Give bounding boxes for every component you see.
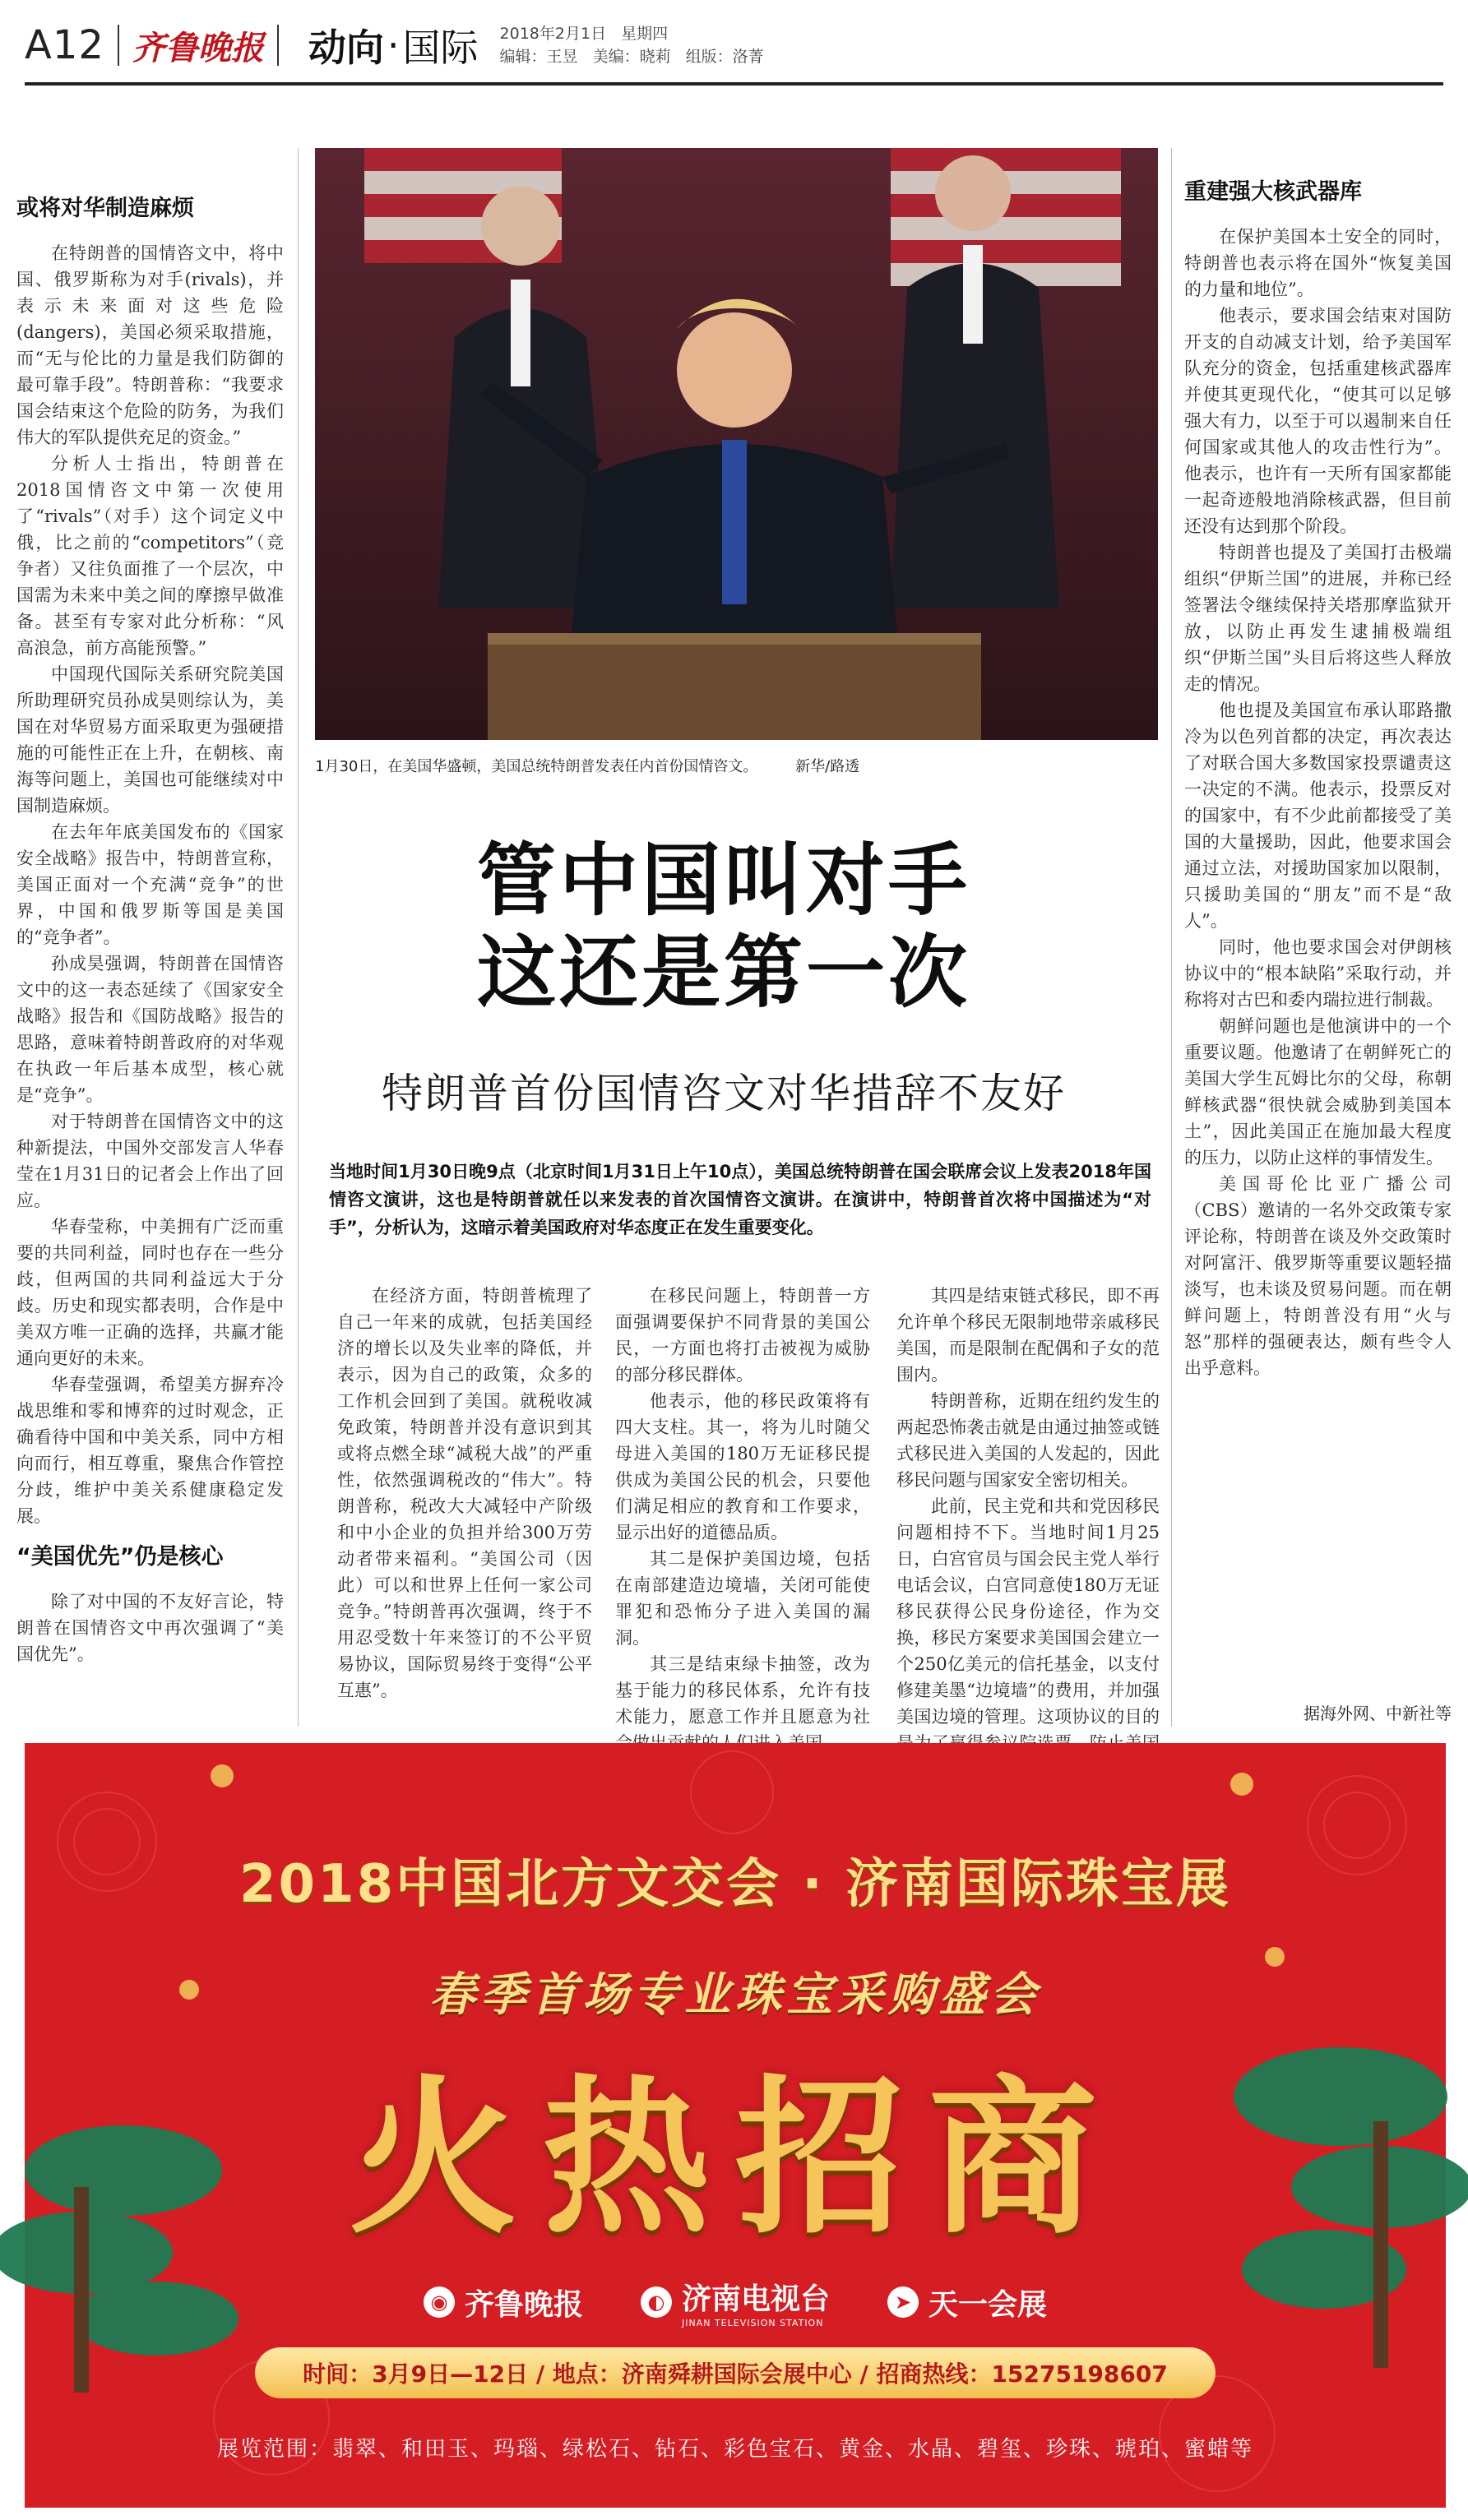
ad-sponsor-logos <box>25 2276 1446 2328</box>
photo-credit: 新华/路透 <box>795 758 860 775</box>
right-column <box>1184 164 1452 1718</box>
sponsor-logo-jntv: ◐ 济南电视台 JINAN TELEVISION STATION <box>641 2276 830 2328</box>
jntv-logo-icon: ◐ <box>641 2286 672 2318</box>
qilu-logo-icon: ◉ <box>424 2286 455 2318</box>
paragraph: 中国现代国际关系研究院美国所助理研究员孙成昊则综认为，美国在对华贸易方面采取更为强硬措施的可能性正在上升，在朝核、南海等问题上，美国也可能继续对中国制造麻烦。 <box>16 664 284 816</box>
right-heading: 重建强大核武器库 <box>1184 179 1362 205</box>
tianyi-logo-icon: ➤ <box>887 2286 919 2318</box>
issue-weekday: 星期四 <box>621 25 669 43</box>
page-number: A12 <box>25 22 104 68</box>
article-source: 据海外网、中新社等 <box>1304 1704 1452 1723</box>
paragraph: 同时，他也要求国会对伊朗核协议中的“根本缺陷”采取行动，并称将对古巴和委内瑞拉进行制裁。 <box>1184 937 1452 1010</box>
left-heading-2: “美国优先”仍是核心 <box>16 1544 224 1570</box>
advertisement <box>25 1743 1446 2508</box>
paragraph: 其四是结束链式移民，即不再允许单个移民无限制地带亲戚移民美国，而是限制在配偶和子女的范围内。 <box>896 1286 1160 1385</box>
paragraph: 在特朗普的国情咨文中，将中国、俄罗斯称为对手(rivals)，并表示未来面对这些危险(dangers)，美国必须采取措施，而“无与伦比的力量是我们防御的最可靠手段”。特朗普称：“我要求国会结束这个危险的防务，为我们伟大的军队提供充足的资金。” <box>16 243 284 447</box>
paragraph: 美国哥伦比亚广播公司（CBS）邀请的一名外交政策专家评论称，特朗普在谈及外交政策时对阿富汗、俄罗斯等重要议题轻描淡写，也未谈及贸易问题。而在朝鲜问题上，特朗普没有用“火与怒”那样的强硬表达，颇有些令人出乎意料。 <box>1184 1174 1452 1378</box>
body-column-1 <box>337 1283 592 1727</box>
paragraph: 对于特朗普在国情咨文中的这种新提法，中国外交部发言人华春莹在1月31日的记者会上作出了回应。 <box>16 1112 284 1210</box>
paragraph: 在移民问题上，特朗普一方面强调要保护不同背景的美国公民，一方面也将打击被视为威胁的部分移民群体。 <box>615 1286 870 1385</box>
paragraph: 分析人士指出，特朗普在2018国情咨文中第一次使用了“rivals”（对手）这个词定义中俄，比之前的“competitors”（竞争者）又往负面推了一个层次，中国需为未来中美之间的摩擦早做准备。甚至有专家对此分析称：“风高浪急，前方高能预警。” <box>16 454 284 658</box>
caption-text: 1月30日，在美国华盛顿，美国总统特朗普发表任内首份国情咨文。 <box>315 758 758 775</box>
section-dot: · <box>387 23 400 67</box>
headline <box>329 835 1118 1019</box>
ad-subtitle: 春季首场专业珠宝采购盛会 <box>429 1968 1041 2022</box>
ad-exhibit-range: 展览范围：翡翠、和田玉、玛瑙、绿松石、钻石、彩色宝石、黄金、水晶、碧玺、珍珠、琥珀、蜜蜡等 <box>216 2437 1253 2462</box>
paragraph: 在去年年底美国发布的《国家安全战略》报告中，特朗普宣称，美国正面对一个充满“竞争”的世界，中国和俄罗斯等国是美国的“竞争者”。 <box>16 822 284 947</box>
header-rule <box>25 82 1443 86</box>
news-photo <box>315 148 1158 740</box>
body-column-3 <box>896 1283 1160 1727</box>
column-rule <box>1171 148 1172 1727</box>
column-rule <box>298 148 299 1727</box>
layout-credit: 组版：洛菁 <box>685 48 764 66</box>
paragraph: 朝鲜问题也是他演讲中的一个重要议题。他邀请了在朝鲜死亡的美国大学生瓦姆比尔的父母，称朝鲜核武器“很快就会威胁到美国本土”，因此美国正在施加最大程度的压力，以防止这样的事情发生。 <box>1184 1016 1452 1168</box>
ad-title: 2018中国北方文交会 · 济南国际珠宝展 <box>239 1854 1231 1915</box>
sponsor-logo-tianyi: ➤ 天一会展 <box>887 2282 1047 2323</box>
paragraph: 华春莹强调，希望美方摒弃冷战思维和零和博弈的过时观念，正确看待中国和中美关系，同中方相向而行，相互尊重，聚焦合作管控分歧，维护中美关系健康稳定发展。 <box>16 1375 284 1526</box>
divider <box>118 25 119 66</box>
paragraph: 他表示，他的移民政策将有四大支柱。其一，将为儿时随父母进入美国的180万无证移民提供成为美国公民的机会，只要他们满足相应的教育和工作要求，显示出好的道德品质。 <box>615 1391 870 1542</box>
paragraph: 其三是结束绿卡抽签，改为基于能力的移民体系，允许有技术能力，愿意工作并且愿意为社 <box>615 1654 870 1727</box>
paragraph: 他也提及美国宣布承认耶路撒冷为以色列首都的决定，再次表达了对联合国大多数国家投票谴责这一决定的不满。他表示，投票反对的国家中，有不少此前都接受了美国的大量援助，因此，他要求国会通过立法，对援助国家加以限制，只援助美国的“朋友”而不是“敌人”。 <box>1184 701 1452 931</box>
paragraph: 除了对中国的不友好言论，特朗普在国情咨文中再次强调了“美国优先”。 <box>16 1592 284 1664</box>
paper-logo: 齐鲁晚报 <box>132 28 264 67</box>
headline-line-1: 管中国叫对手 <box>477 835 970 927</box>
left-column <box>16 181 284 1727</box>
paragraph: 在保护美国本土安全的同时，特朗普也表示将在国外“恢复美国的力量和地位”。 <box>1184 227 1452 299</box>
issue-date: 2018年2月1日 <box>499 25 607 43</box>
paragraph: 此前，民主党和共和党因移民问题相持不下。当地时间1月25日，白宫官员与国会民主党人举行电话会议，白宫同意使180万无证移民获得公民身份途径，作为交换，移民方案要求美国国会建立一个250亿美元的信托基金，以支付修建美墨“边境墙”的费用，并加强美国边境的管理。这项协议的目的 <box>896 1496 1160 1727</box>
paragraph: 他表示，要求国会结束对国防开支的自动减支计划，给予美国军队充分的资金，包括重建核武器库并使其更现代化，“使其可以足够强大有力，以至于可以遏制来自任何国家或其他人的攻击性行为”。他表示，也许有一天所有国家都能一起奇迹般地消除核武器，但目前还没有达到那个阶段。 <box>1184 306 1452 536</box>
paragraph: 特朗普称，近期在纽约发生的两起恐怖袭击就是由通过抽签或链式移民进入美国的人发起的，因此移民问题与国家安全密切相关。 <box>896 1391 1160 1490</box>
headline-line-2: 这还是第一次 <box>477 927 970 1019</box>
header-meta <box>500 22 764 68</box>
paragraph: 特朗普也提及了美国打击极端组织“伊斯兰国”的进展，并称已经签署法令继续保持关塔那摩监狱开放，以防止再发生逮捕极端组织“伊斯兰国”头目后将这些人释放走的情况。 <box>1184 543 1452 694</box>
editor-credit: 编辑：王昱 <box>499 48 578 66</box>
section-subtitle: 国际 <box>402 25 479 70</box>
paragraph: 华春莹称，中美拥有广泛而重要的共同利益，同时也存在一些分歧，但两国的共同利益远大于分歧。历史和现实都表明，合作是中美双方唯一正确的选择，共赢才能通向更好的未来。 <box>16 1217 284 1368</box>
ad-slogan: 火热招商 <box>349 2061 1122 2257</box>
sponsor-logo-qilu: ◉ 齐鲁晚报 <box>424 2282 583 2323</box>
left-heading-1: 或将对华制造麻烦 <box>16 196 194 221</box>
paragraph: 在经济方面，特朗普梳理了自己一年来的成就，包括美国经济的增长以及失业率的降低，并表示，因为自己的政策，众多的工作机会回到了美国。就税收减免政策，特朗普并没有意识到其或将点燃全球“减税大战”的严重性，依然强调税改的“伟大”。特朗普称，税改大大减轻中产阶级和中小企业的负担并给300万劳动者带来福利。“美国公司（因此）可以和世界上任何一家公司竞争。”特朗普再次强调，终于不用忍受数十年来签订的不公平贸易协议，国际贸易终于变得“公平互惠”。 <box>337 1286 592 1700</box>
photo-caption <box>315 755 1158 776</box>
paragraph: 其二是保护美国边境，包括在南部建造边境墙，关闭可能使罪犯和恐怖分子进入美国的漏洞。 <box>615 1549 870 1648</box>
masthead <box>25 16 1443 74</box>
body-column-2 <box>615 1283 870 1727</box>
section-title: 动向 <box>308 25 384 70</box>
designer-credit: 美编：晓莉 <box>592 48 671 66</box>
ad-info-bar: 时间：3月9日—12日 / 地点：济南舜耕国际会展中心 / 招商热线：15275198607 <box>255 2347 1216 2398</box>
lead-paragraph: 当地时间1月30日晚9点（北京时间1月31日上午10点），美国总统特朗普在国会联席会议上发表2018年国情咨文演讲，这也是特朗普就任以来发表的首次国情咨文演讲。在演讲中，特朗普首次将中国描述为“对手”，分析认为，这暗示着美国政府对华态度正在发生重要变化。 <box>329 1162 1151 1237</box>
divider <box>277 25 279 66</box>
paragraph: 孙成昊强调，特朗普在国情咨文中的这一表态延续了《国家安全战略》报告和《国防战略》报告的思路，意味着特朗普政府的对华观在执政一年后基本成型，核心就是“竞争”。 <box>16 954 284 1105</box>
subheadline: 特朗普首份国情咨文对华措辞不友好 <box>382 1070 1066 1117</box>
